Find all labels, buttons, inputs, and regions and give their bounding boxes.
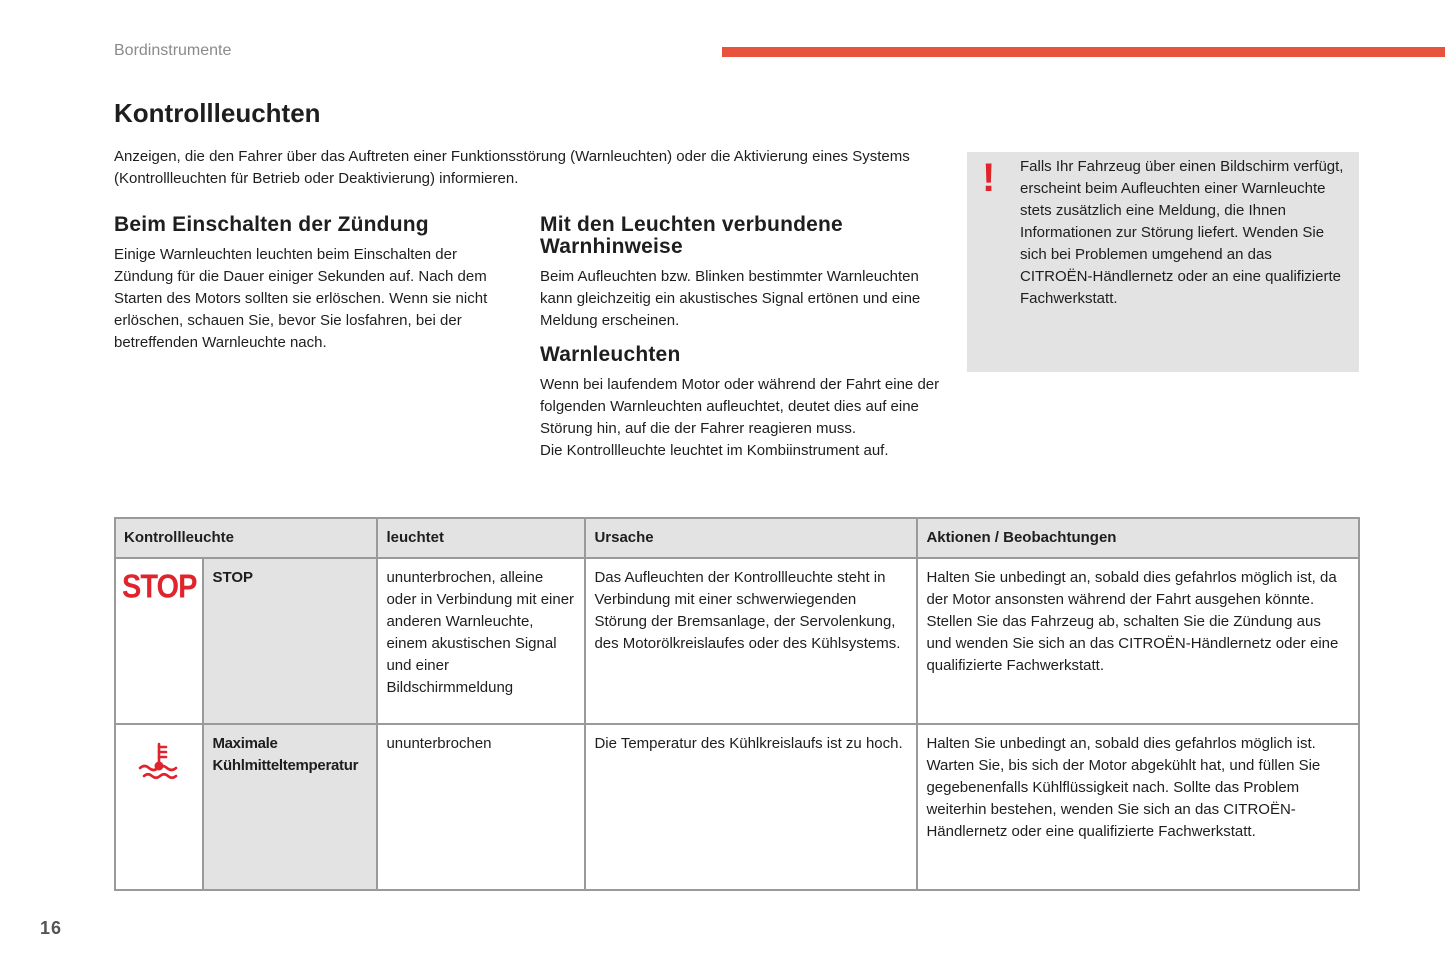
light-name: STOP xyxy=(203,558,377,724)
table-row xyxy=(115,724,1359,890)
icon-cell xyxy=(115,558,203,724)
table-row xyxy=(115,558,1359,724)
warnings-section xyxy=(540,214,940,462)
stop-icon: STOP xyxy=(122,568,197,606)
lit-cell: ununterbrochen, alleine oder in Verbindung mit einer anderen Warnleuchte, einem akustischen Signal und einer Bildschirmmeldung xyxy=(377,558,585,724)
page-title: Kontrollleuchten xyxy=(114,98,321,128)
warnings-heading: Mit den Leuchten verbundene Warnhinweise xyxy=(540,213,843,258)
page-number: 16 xyxy=(40,918,63,938)
column-header: Ursache xyxy=(585,518,917,558)
action-cell: Halten Sie unbedingt an, sobald dies gefahrlos möglich ist, da der Motor ansonsten während der Fahrt ausgehen könnte. Stellen Sie das Fahrzeug ab, schalten Sie die Zündung aus und wenden Sie sich an das CITROËN-Händlernetz oder eine qualifizierte Fachwerkstatt. xyxy=(917,558,1359,724)
warnlights-text: Wenn bei laufendem Motor oder während der Fahrt eine der folgenden Warnleuchten aufleuchtet, deutet dies auf eine Störung hin, auf die der Fahrer reagieren muss. xyxy=(540,376,940,437)
warnings-text: Beim Aufleuchten bzw. Blinken bestimmter Warnleuchten kann gleichzeitig ein akustisches Signal ertönen und eine Meldung erscheinen. xyxy=(540,268,921,329)
cause-cell: Das Aufleuchten der Kontrollleuchte steht in Verbindung mit einer schwerwiegenden Störung der Bremsanlage, der Servolenkung, des Motorölkreislaufes oder des Kühlsystems. xyxy=(585,558,917,724)
header-accent-bar xyxy=(722,47,1445,57)
lit-cell: ununterbrochen xyxy=(377,724,585,890)
icon-cell xyxy=(115,724,203,890)
cause-cell: Die Temperatur des Kühlkreislaufs ist zu hoch. xyxy=(585,724,917,890)
column-header: Aktionen / Beobachtungen xyxy=(917,518,1359,558)
column-header: Kontrollleuchte xyxy=(115,518,377,558)
column-header: leuchtet xyxy=(377,518,585,558)
warnlights-heading: Warnleuchten xyxy=(540,343,681,366)
ignition-section xyxy=(114,214,504,354)
warnlights-text-2: Die Kontrollleuchte leuchtet im Kombiinstrument auf. xyxy=(540,442,889,459)
note-box xyxy=(967,152,1359,372)
coolant-temperature-icon xyxy=(136,741,182,785)
light-name xyxy=(203,724,377,890)
intro-text: Anzeigen, die den Fahrer über das Auftreten einer Funktionsstörung (Warnleuchten) oder die Aktivierung eines Systems (Kontrollleuchten für Betrieb oder Deaktivierung) informieren. xyxy=(114,148,910,187)
section-label: Bordinstrumente xyxy=(114,42,232,59)
action-cell: Halten Sie unbedingt an, sobald dies gefahrlos möglich ist. Warten Sie, bis sich der Motor abgekühlt hat, und füllen Sie gegebenenfalls Kühlflüssigkeit nach. Sollte das Problem weiterhin bestehen, wenden Sie sich an das CITROËN-Händlernetz oder eine qualifizierte Fachwerkstatt. xyxy=(917,724,1359,890)
light-name-line: Kühlmitteltemperatur xyxy=(212,757,359,774)
light-name-line: Maximale xyxy=(212,735,278,752)
exclamation-icon: ! xyxy=(982,156,996,200)
ignition-heading: Beim Einschalten der Zündung xyxy=(114,213,429,236)
ignition-text: Einige Warnleuchten leuchten beim Einschalten der Zündung für die Dauer einiger Sekunden auf. Nach dem Starten des Motors sollten sie erlöschen. Wenn sie nicht erlöschen, schauen Sie, bevor Sie losfahren, bei der betreffenden Warnleuchte nach. xyxy=(114,246,488,351)
table-header-row xyxy=(115,518,1359,558)
note-text: Falls Ihr Fahrzeug über einen Bildschirm verfügt, erscheint beim Aufleuchten einer Warnleuchte stets zusätzlich eine Meldung, die Ihnen Informationen zur Störung liefert. Wenden Sie sich bei Problemen umgehend an das CITROËN-Händlernetz oder an eine qualifizierte Fachwerkstatt. xyxy=(1020,158,1344,307)
warning-lights-table xyxy=(114,517,1360,891)
